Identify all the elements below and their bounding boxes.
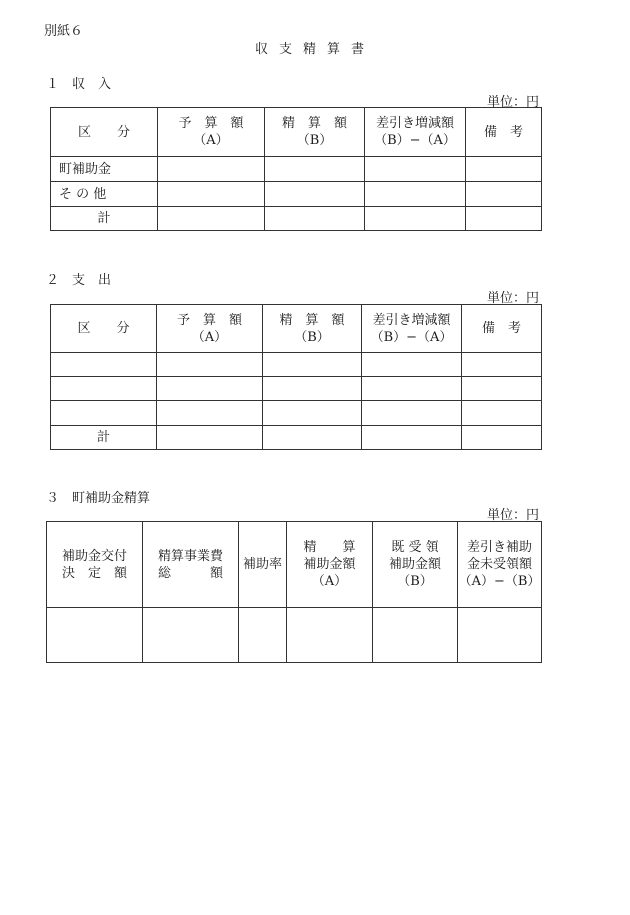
- cell[interactable]: [365, 182, 466, 207]
- header-total-cost: 精算事業費 総 額: [143, 522, 239, 608]
- cell[interactable]: [158, 182, 265, 207]
- cell[interactable]: [466, 182, 542, 207]
- row-label: そ の 他: [51, 182, 158, 207]
- header-budget: 予 算 額 （A）: [157, 305, 263, 353]
- row-label: 町補助金: [51, 157, 158, 182]
- cell[interactable]: [362, 377, 462, 401]
- header-received-grant: 既 受 領 補助金額 （B）: [373, 522, 458, 608]
- header-grant-decision: 補助金交付 決 定 額: [47, 522, 143, 608]
- annex-label: 別紙６: [44, 24, 84, 39]
- cell[interactable]: [51, 353, 157, 377]
- expense-header-row: [51, 305, 542, 353]
- cell[interactable]: [265, 207, 365, 231]
- header-budget: 予 算 額 （A）: [158, 108, 265, 157]
- cell[interactable]: [265, 157, 365, 182]
- cell[interactable]: [462, 426, 542, 450]
- cell[interactable]: [365, 207, 466, 231]
- table-row: [51, 401, 542, 426]
- cell[interactable]: [263, 426, 362, 450]
- header-category: 区 分: [51, 108, 158, 157]
- subsidy-unit-label: 単位：円: [486, 508, 539, 523]
- cell[interactable]: [466, 157, 542, 182]
- income-header-row: [51, 108, 542, 157]
- header-unreceived-grant: 差引き補助 金未受領額 （A）−（B）: [458, 522, 542, 608]
- table-row-total: [51, 207, 542, 231]
- cell[interactable]: [462, 377, 542, 401]
- header-remarks: 備 考: [462, 305, 542, 353]
- table-row: [51, 377, 542, 401]
- cell[interactable]: [239, 608, 287, 663]
- header-settled: 精 算 額 （B）: [265, 108, 365, 157]
- cell[interactable]: [362, 353, 462, 377]
- header-diff: 差引き増減額 （B）−（A）: [362, 305, 462, 353]
- cell[interactable]: [157, 401, 263, 426]
- cell[interactable]: [51, 401, 157, 426]
- subsidy-header-row: [47, 522, 542, 608]
- row-label: 計: [51, 426, 157, 450]
- cell[interactable]: [462, 401, 542, 426]
- cell[interactable]: [365, 157, 466, 182]
- expense-unit-label: 単位：円: [486, 291, 539, 306]
- income-heading: １ 収 入: [46, 77, 112, 92]
- cell[interactable]: [47, 608, 143, 663]
- cell[interactable]: [362, 426, 462, 450]
- cell[interactable]: [51, 377, 157, 401]
- cell[interactable]: [263, 377, 362, 401]
- cell[interactable]: [265, 182, 365, 207]
- subsidy-heading: ３ 町補助金精算: [46, 491, 151, 506]
- income-unit-label: 単位：円: [486, 95, 539, 110]
- header-settled-grant: 精 算 補助金額 （A）: [287, 522, 373, 608]
- cell[interactable]: [287, 608, 373, 663]
- table-row-total: [51, 426, 542, 450]
- cell[interactable]: [157, 377, 263, 401]
- table-row: [51, 157, 542, 182]
- cell[interactable]: [157, 426, 263, 450]
- header-remarks: 備 考: [466, 108, 542, 157]
- cell[interactable]: [458, 608, 542, 663]
- cell[interactable]: [158, 157, 265, 182]
- cell[interactable]: [263, 353, 362, 377]
- header-diff: 差引き増減額 （B）−（A）: [365, 108, 466, 157]
- cell[interactable]: [362, 401, 462, 426]
- cell[interactable]: [466, 207, 542, 231]
- header-rate: 補助率: [239, 522, 287, 608]
- header-category: 区 分: [51, 305, 157, 353]
- page-title: 収支精算書: [254, 42, 375, 57]
- cell[interactable]: [263, 401, 362, 426]
- header-settled: 精 算 額 （B）: [263, 305, 362, 353]
- expense-table: [50, 304, 542, 450]
- cell[interactable]: [373, 608, 458, 663]
- cell[interactable]: [158, 207, 265, 231]
- table-row: [47, 608, 542, 663]
- table-row: [51, 353, 542, 377]
- cell[interactable]: [157, 353, 263, 377]
- row-label: 計: [51, 207, 158, 231]
- income-table: [50, 107, 542, 231]
- table-row: [51, 182, 542, 207]
- expense-heading: ２ 支 出: [46, 273, 112, 288]
- subsidy-table: [46, 521, 542, 663]
- cell[interactable]: [462, 353, 542, 377]
- cell[interactable]: [143, 608, 239, 663]
